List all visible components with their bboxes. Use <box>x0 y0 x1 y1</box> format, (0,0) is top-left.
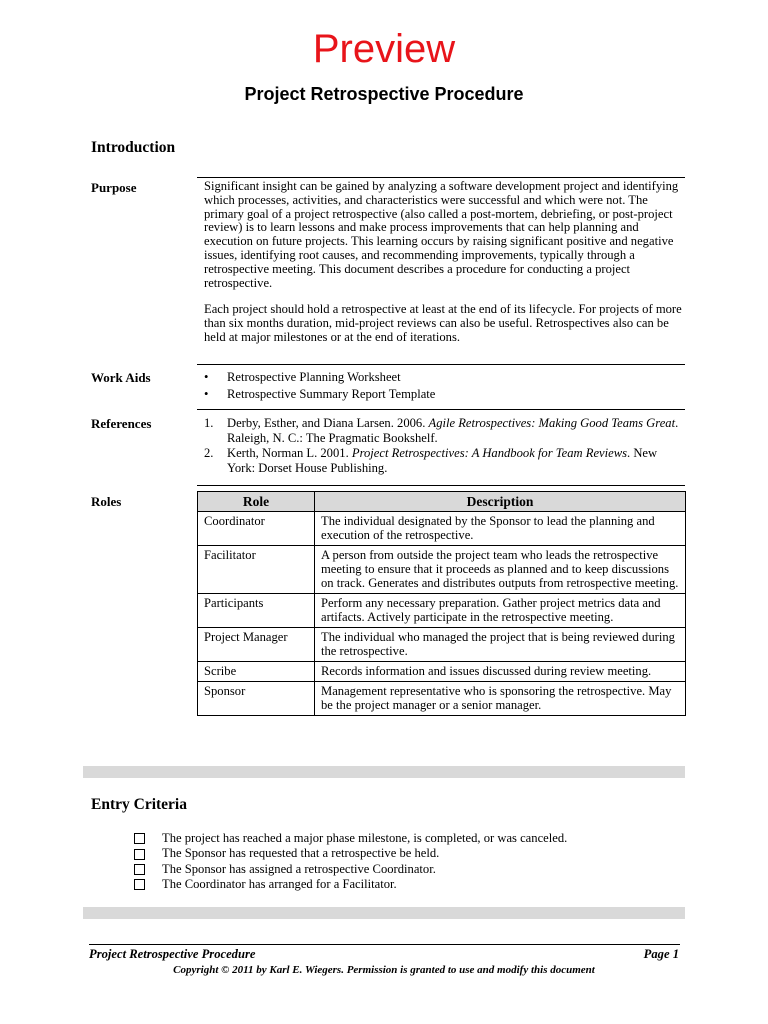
purpose-label: Purpose <box>91 180 137 195</box>
references-label: References <box>91 416 152 431</box>
reference-item: 2. Kerth, Norman L. 2001. Project Retrospectives: A Handbook for Team Reviews. New York: Dorset House Publishing. <box>204 446 658 475</box>
checkbox-icon <box>134 864 145 875</box>
bullet-icon: • <box>204 387 209 401</box>
table-row: Coordinator The individual designated by the Sponsor to lead the planning and execution of the retrospective. <box>198 512 686 546</box>
table-row: Scribe Records information and issues discussed during review meeting. <box>198 662 686 682</box>
roles-rule <box>197 485 685 486</box>
reference-item: 1. Derby, Esther, and Diana Larsen. 2006. Agile Retrospectives: Making Good Teams Great. Raleigh, N. C.: The Pragmatic Bookshelf. <box>204 416 679 445</box>
role-column-header: Role <box>198 492 315 512</box>
checklist-item: The project has reached a major phase milestone, is completed, or was canceled. <box>134 831 567 846</box>
section-divider-bar <box>83 766 685 778</box>
roles-label: Roles <box>91 494 122 509</box>
footer-page-number: Page 1 <box>643 947 679 961</box>
footer-document-title: Project Retrospective Procedure <box>89 947 256 961</box>
purpose-paragraph-1: Significant insight can be gained by analyzing a software development project and identifying which processes, activities, and characteristics were successful and which were not. The primary goal of a project retrospective (also called a post-mortem, debriefing, or post-project review) is to learn lessons and make process improvements that can help planning and execution on future projects. This learning occurs by raising significant positive and negative issues, identifying root causes, and recommending improvements, typically through a retrospective meeting. This document describes a procedure for conducting a project retrospective. <box>204 179 679 290</box>
footer-rule <box>89 944 680 945</box>
description-column-header: Description <box>315 492 686 512</box>
checkbox-icon <box>134 849 145 860</box>
table-row: Project Manager The individual who managed the project that is being reviewed during the retrospective. <box>198 628 686 662</box>
table-row: Participants Perform any necessary preparation. Gather project metrics data and artifacts. Actively participate in the retrospective meeting. <box>198 594 686 628</box>
checklist-item: The Sponsor has assigned a retrospective Coordinator. <box>134 862 567 877</box>
section-divider-bar <box>83 907 685 919</box>
checklist-item: The Sponsor has requested that a retrospective be held. <box>134 846 567 861</box>
preview-watermark: Preview <box>312 27 456 71</box>
work-aids-rule <box>197 364 685 365</box>
work-aids-label: Work Aids <box>91 370 151 385</box>
checklist-item: The Coordinator has arranged for a Facilitator. <box>134 877 567 892</box>
entry-criteria-heading: Entry Criteria <box>91 796 187 813</box>
entry-criteria-checklist <box>134 831 567 893</box>
table-row: Facilitator A person from outside the project team who leads the retrospective meeting to ensure that it proceeds as planned and to keep discussions on track. Generates and distributes outputs from retrospective meeting. <box>198 546 686 594</box>
work-aid-item: • Retrospective Planning Worksheet <box>204 370 401 384</box>
references-rule <box>197 409 685 410</box>
checkbox-icon <box>134 833 145 844</box>
purpose-top-rule <box>197 177 685 178</box>
roles-table <box>197 491 686 716</box>
references-list <box>204 416 682 476</box>
checkbox-icon <box>134 879 145 890</box>
work-aid-item: • Retrospective Summary Report Template <box>204 387 436 401</box>
copyright-notice: Copyright © 2011 by Karl E. Wiegers. Permission is granted to use and modify this document <box>173 964 595 976</box>
purpose-text <box>204 180 682 345</box>
table-header-row <box>198 492 686 512</box>
bullet-icon: • <box>204 370 209 384</box>
work-aids-list <box>204 369 682 403</box>
purpose-paragraph-2: Each project should hold a retrospective at least at the end of its lifecycle. For projects of more than six months duration, mid-project reviews can also be useful. Retrospectives also can be held at major milestones or at the end of iterations. <box>204 302 682 344</box>
document-title: Project Retrospective Procedure <box>244 84 524 104</box>
table-row: Sponsor Management representative who is sponsoring the retrospective. May be the project manager or a senior manager. <box>198 682 686 716</box>
introduction-heading: Introduction <box>91 139 176 156</box>
